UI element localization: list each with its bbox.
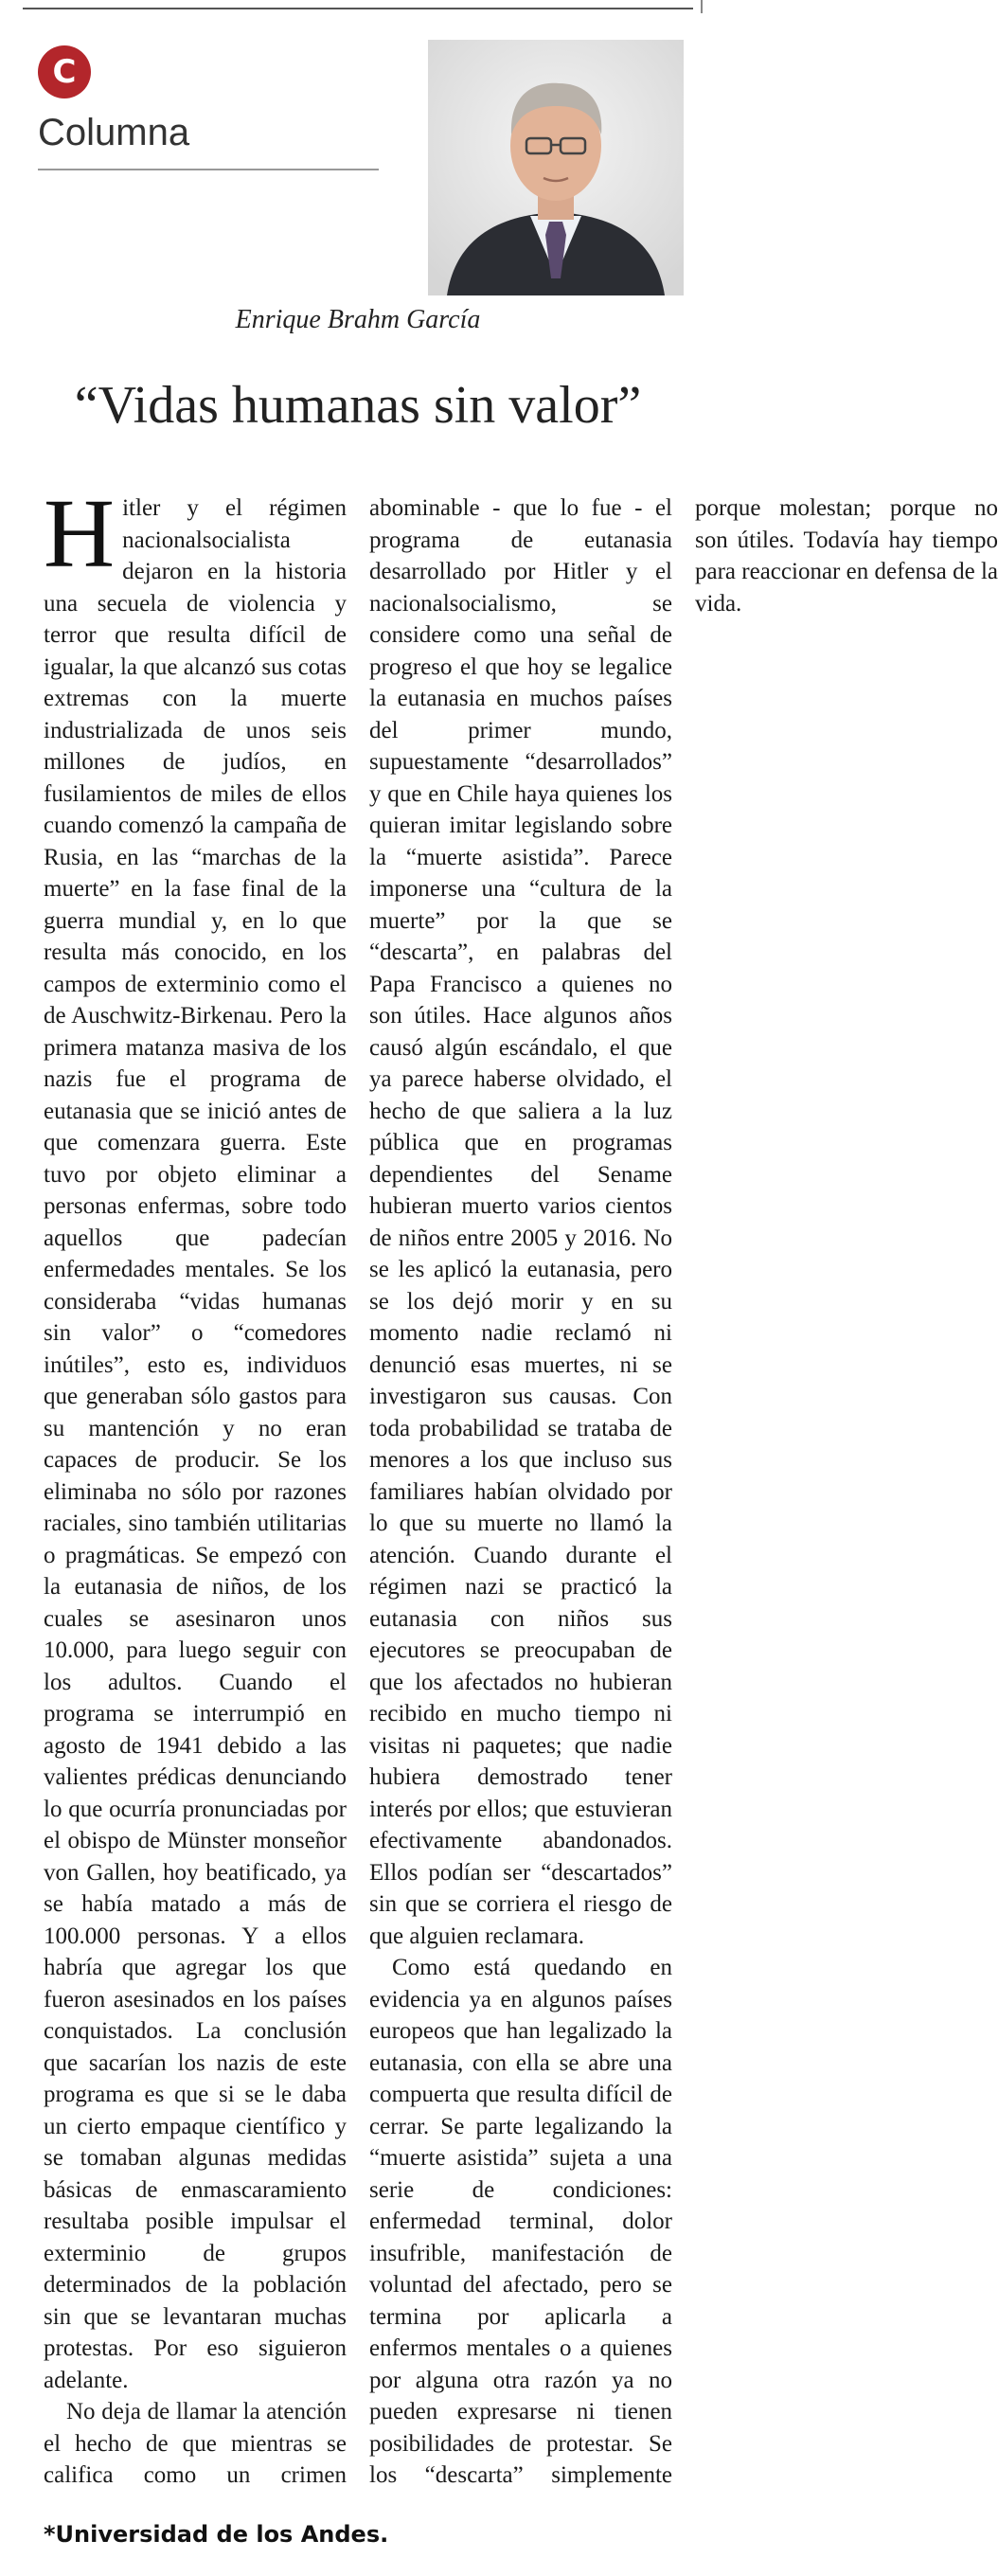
author-photo [428,40,684,295]
section-badge: C [38,45,91,98]
author-affiliation: *Universidad de los Andes. [44,2521,389,2548]
article-paragraph: No deja de llamar la atención el hecho de que mientras se califica como un crimen abominable - que lo fue - el programa de eutanasia desarrollado por Hitler y el nacionalsocialismo, se considere como una señal de progreso el que hoy se legalice la eutanasia en muchos países del primer mundo, supuestamente “desarrollados” y que en Chile haya quienes los quieran imitar legislando sobre la “muerte asistida”. Parece imponerse una “cultura de la muerte” por la que se “descarta”, en palabras del Papa Francisco a quienes no son útiles. Hace algunos años causó algún escándalo, el que ya parece haberse olvidado, el hecho de que saliera a la luz pública que en programas dependientes del Sename hubieran muerto varios cientos de niños entre 2005 y 2016. No se les aplicó la eutanasia, pero se los dejó morir y en su momento nadie reclamó ni denunció esas muertes, ni se investigaron sus causas. Con toda probabilidad se trataba de menores a los que incluso sus familiares habían olvidado por lo que su muerte no llamó la atención. Cuando durante el régimen nazi se practicó la eutanasia con niños sus ejecutores se preocupaban de que los afectados no hubieran recibido en mucho tiempo ni visitas ni paquetes; que nadie hubiera demostrado tener interés por ellos; que estuvieran efectivamente abandonados. Ellos podían ser “descartados” sin que se corriera el riesgo de que alguien reclamara. [44,495,672,2488]
article-body [44,479,998,2519]
article-paragraph [44,479,347,2396]
paragraph-text: itler y el régimen nacionalsocialista dejaron en la historia una secuela de violencia y terror que resulta difícil de igualar, la que alcanzó sus cotas extremas con la muerte industrializada de unos seis millones de judíos, en fusilamientos de miles de ellos cuando comenzó la campaña de Rusia, en las “marchas de la muerte” en la fase final de la guerra mundial y, en lo que resulta más conocido, en los campos de exterminio como el de Auschwitz-Birkenau. Pero la primera matanza masiva de los nazis fue el programa de eutanasia que se inició antes de que comenzara guerra. Este tuvo por objeto eliminar a personas enfermas, sobre todo aquellos que padecían enfermedades mentales. Se los consideraba “vidas humanas sin valor” o “comedores inútiles”, esto es, individuos que generaban sólo gastos para su mantención y no eran capaces de producir. Se los eliminaba no sólo por razones raciales, sino también utilitarias o pragmáticas. Se empezó con la eutanasia de niños, de los cuales se asesinaron unos 10.000, para luego seguir con los adultos. Cuando el programa se interrumpió en agosto de 1941 debido a las valientes prédicas denunciando lo que ocurría pronunciadas por el obispo de Münster monseñor von Gallen, hoy beatificado, ya se había matado a más de 100.000 personas. Y a ellos habría que agregar los que fueron asesinados en los países conquistados. La conclusión que sacarían los nazis de este programa es que si se le daba un cierto empaque científico y se tomaban algunas medidas básicas de enmascaramiento resultaba posible impulsar el exterminio de grupos determinados de la población sin que se levantaran muchas protestas. Por eso siguieron adelante. [44,495,347,2393]
corner-mark [701,0,703,13]
article-paragraph: Como está quedando en evidencia ya en algunos países europeos que han legalizado la eutanasia, con ella se abre una compuerta que resulta difícil de cerrar. Se parte legalizando la “muerte asistida” sujeta a una serie de condiciones: enfermedad terminal, dolor insufrible, manifestación de voluntad del afectado, pero se termina por aplicarla a enfermos mentales o a quienes por alguna otra razón ya no pueden expresarse ni tienen posibilidades de protestar. Se los “descarta” simplemente porque molestan; porque no son útiles. Todavía hay tiempo para reaccionar en defensa de la vida. [369,495,998,2488]
section-divider [38,169,379,170]
author-byline: Enrique Brahm García [235,305,481,334]
drop-cap: H [44,479,116,588]
article-headline: “Vidas humanas sin valor” [74,376,642,435]
author-portrait-illustration [428,40,684,295]
section-label: Columna [38,112,190,153]
top-rule [23,8,693,9]
